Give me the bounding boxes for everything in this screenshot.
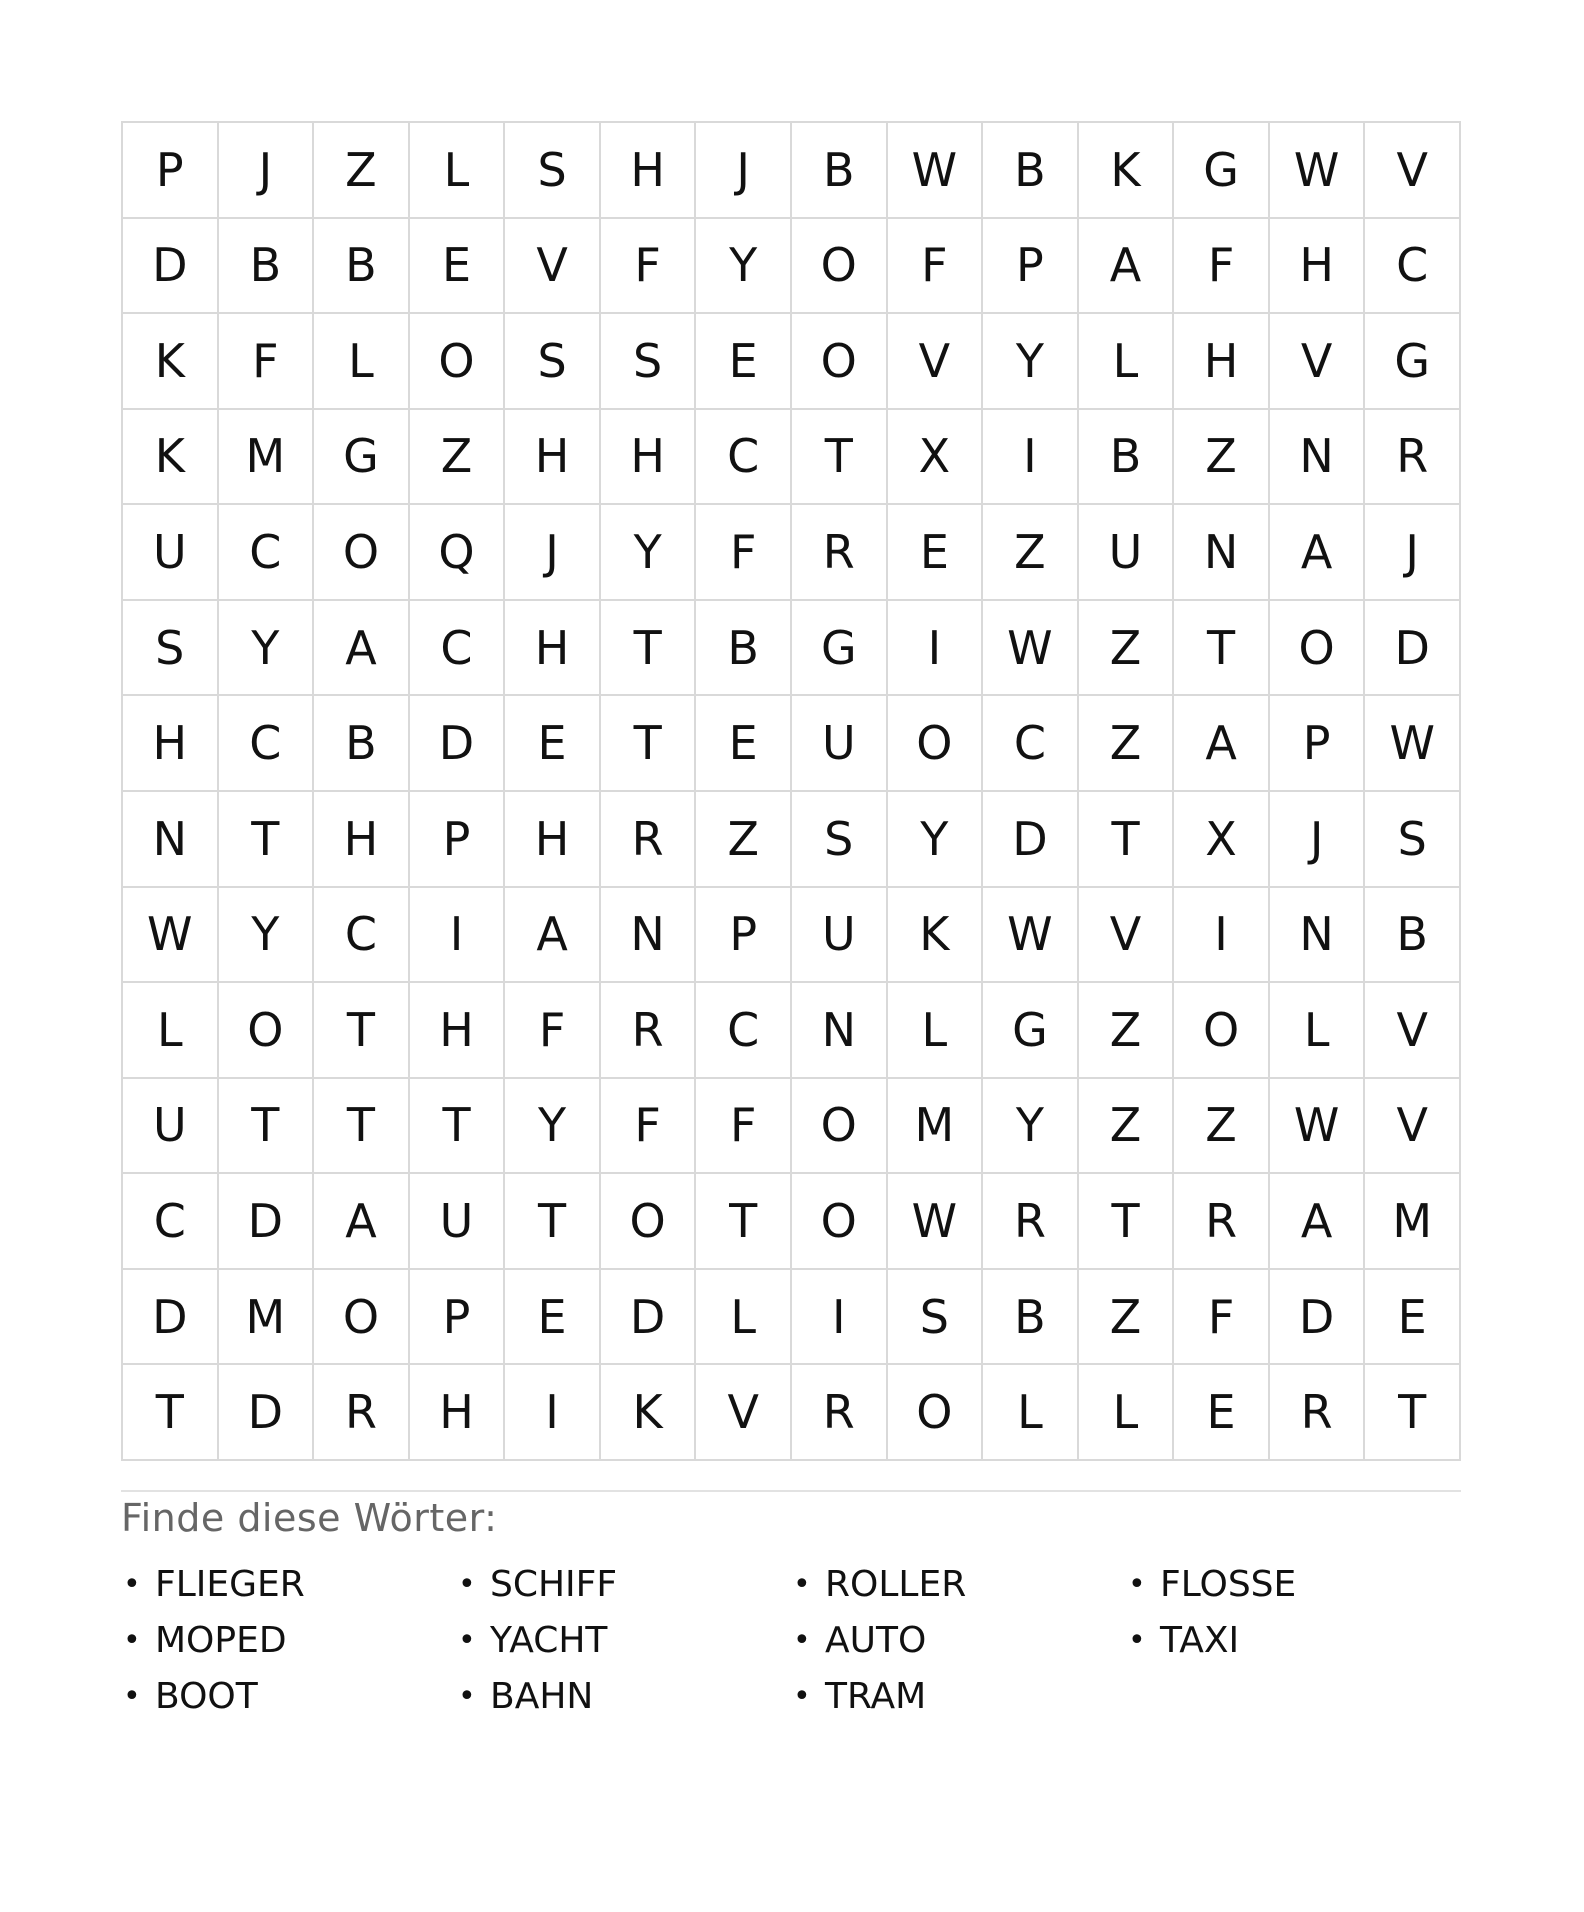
grid-cell[interactable]: L <box>410 123 506 219</box>
grid-cell[interactable]: B <box>792 123 888 219</box>
grid-cell[interactable]: N <box>1270 410 1366 506</box>
grid-cell[interactable]: U <box>792 888 888 984</box>
word-list-item <box>1126 1556 1461 1612</box>
grid-cell[interactable]: S <box>792 792 888 888</box>
grid-cell[interactable]: B <box>1079 410 1175 506</box>
grid-cell[interactable]: I <box>888 601 984 697</box>
bullet-icon: • <box>123 1678 141 1714</box>
grid-cell[interactable]: W <box>888 1174 984 1270</box>
grid-cell[interactable]: Y <box>983 314 1079 410</box>
word-list-item <box>1126 1612 1461 1668</box>
grid-cell[interactable]: Z <box>1079 983 1175 1079</box>
grid-cell[interactable]: V <box>1365 123 1461 219</box>
grid-cell[interactable]: Y <box>696 219 792 315</box>
grid-cell[interactable]: M <box>1365 1174 1461 1270</box>
grid-cell[interactable]: V <box>1365 1079 1461 1175</box>
grid-cell[interactable]: V <box>1079 888 1175 984</box>
grid-cell[interactable]: E <box>888 505 984 601</box>
grid-cell[interactable]: A <box>1270 1174 1366 1270</box>
word-label: TRAM <box>825 1675 927 1717</box>
grid-cell[interactable]: P <box>410 792 506 888</box>
grid-cell[interactable]: G <box>1365 314 1461 410</box>
grid-cell[interactable]: J <box>505 505 601 601</box>
bullet-icon: • <box>1128 1622 1146 1658</box>
grid-cell[interactable]: O <box>888 1365 984 1461</box>
grid-cell[interactable]: Z <box>1079 1079 1175 1175</box>
grid-cell[interactable]: T <box>219 1079 315 1175</box>
grid-cell[interactable]: E <box>1365 1270 1461 1366</box>
grid-cell[interactable]: N <box>792 983 888 1079</box>
grid-cell[interactable]: A <box>314 601 410 697</box>
grid-cell[interactable]: W <box>888 123 984 219</box>
grid-cell[interactable]: I <box>1174 888 1270 984</box>
grid-cell[interactable]: R <box>601 792 697 888</box>
grid-cell[interactable]: O <box>314 505 410 601</box>
grid-cell[interactable]: V <box>888 314 984 410</box>
grid-cell[interactable]: Z <box>1079 601 1175 697</box>
grid-cell[interactable]: F <box>1174 1270 1270 1366</box>
grid-cell[interactable]: H <box>410 983 506 1079</box>
grid-cell[interactable]: T <box>792 410 888 506</box>
word-label: ROLLER <box>825 1563 967 1605</box>
grid-cell[interactable]: B <box>983 123 1079 219</box>
grid-cell[interactable]: H <box>410 1365 506 1461</box>
bullet-icon: • <box>793 1566 811 1602</box>
grid-cell[interactable]: H <box>1270 219 1366 315</box>
word-label: MOPED <box>155 1619 287 1661</box>
grid-cell[interactable]: V <box>1365 983 1461 1079</box>
grid-cell[interactable]: W <box>1365 696 1461 792</box>
grid-cell[interactable]: T <box>601 696 697 792</box>
grid-cell[interactable]: B <box>983 1270 1079 1366</box>
grid-cell[interactable]: F <box>601 1079 697 1175</box>
grid-cell[interactable]: Y <box>505 1079 601 1175</box>
grid-cell[interactable]: O <box>888 696 984 792</box>
grid-cell[interactable]: T <box>1365 1365 1461 1461</box>
grid-cell[interactable]: P <box>696 888 792 984</box>
grid-cell[interactable]: J <box>1365 505 1461 601</box>
word-label: FLIEGER <box>155 1563 305 1605</box>
grid-cell[interactable]: E <box>696 314 792 410</box>
grid-cell[interactable]: S <box>1365 792 1461 888</box>
grid-cell[interactable]: B <box>314 219 410 315</box>
grid-cell[interactable]: V <box>696 1365 792 1461</box>
grid-cell[interactable]: H <box>505 792 601 888</box>
grid-cell[interactable]: O <box>410 314 506 410</box>
grid-cell[interactable]: I <box>410 888 506 984</box>
grid-cell[interactable]: W <box>983 888 1079 984</box>
grid-cell[interactable]: A <box>1174 696 1270 792</box>
grid-cell[interactable]: C <box>1365 219 1461 315</box>
grid-cell[interactable]: L <box>888 983 984 1079</box>
grid-cell[interactable]: C <box>314 888 410 984</box>
grid-cell[interactable]: C <box>219 505 315 601</box>
grid-cell[interactable]: D <box>1270 1270 1366 1366</box>
grid-cell[interactable]: U <box>123 1079 219 1175</box>
grid-cell[interactable]: O <box>1174 983 1270 1079</box>
grid-cell[interactable]: S <box>888 1270 984 1366</box>
grid-cell[interactable]: B <box>696 601 792 697</box>
grid-cell[interactable]: D <box>1365 601 1461 697</box>
grid-cell[interactable]: T <box>410 1079 506 1175</box>
grid-cell[interactable]: D <box>983 792 1079 888</box>
grid-cell[interactable]: C <box>696 410 792 506</box>
grid-cell[interactable]: Y <box>601 505 697 601</box>
bullet-icon: • <box>793 1678 811 1714</box>
grid-cell[interactable]: L <box>696 1270 792 1366</box>
grid-cell[interactable]: O <box>792 1079 888 1175</box>
grid-cell[interactable]: E <box>505 1270 601 1366</box>
word-list-item <box>791 1668 1126 1724</box>
grid-cell[interactable]: Z <box>696 792 792 888</box>
grid-cell[interactable]: S <box>505 123 601 219</box>
grid-cell[interactable]: J <box>219 123 315 219</box>
grid-cell[interactable]: N <box>601 888 697 984</box>
grid-cell[interactable]: T <box>123 1365 219 1461</box>
grid-cell[interactable]: F <box>696 505 792 601</box>
grid-cell[interactable]: Z <box>983 505 1079 601</box>
bullet-icon: • <box>458 1566 476 1602</box>
grid-cell[interactable]: U <box>410 1174 506 1270</box>
grid-cell[interactable]: H <box>601 123 697 219</box>
bullet-icon: • <box>793 1622 811 1658</box>
grid-cell[interactable]: H <box>314 792 410 888</box>
grid-cell[interactable]: C <box>219 696 315 792</box>
grid-cell[interactable]: L <box>983 1365 1079 1461</box>
grid-cell[interactable]: T <box>219 792 315 888</box>
grid-cell[interactable]: E <box>505 696 601 792</box>
word-label: SCHIFF <box>490 1563 618 1605</box>
grid-cell[interactable]: T <box>1174 601 1270 697</box>
grid-cell[interactable]: H <box>601 410 697 506</box>
word-list-item <box>121 1556 456 1612</box>
grid-cell[interactable]: R <box>792 1365 888 1461</box>
wordlist-heading: Finde diese Wörter: <box>121 1496 498 1540</box>
grid-cell[interactable]: C <box>123 1174 219 1270</box>
word-list-item <box>791 1556 1126 1612</box>
grid-cell[interactable]: Z <box>1174 1079 1270 1175</box>
grid-cell[interactable]: O <box>1270 601 1366 697</box>
grid-cell[interactable]: S <box>123 601 219 697</box>
grid-cell[interactable]: C <box>983 696 1079 792</box>
grid-cell[interactable]: N <box>1270 888 1366 984</box>
grid-cell[interactable]: W <box>123 888 219 984</box>
grid-cell[interactable]: O <box>792 219 888 315</box>
grid-cell[interactable]: Y <box>219 888 315 984</box>
grid-cell[interactable]: A <box>314 1174 410 1270</box>
grid-cell[interactable]: O <box>792 1174 888 1270</box>
grid-cell[interactable]: Z <box>1174 410 1270 506</box>
grid-cell[interactable]: L <box>1079 1365 1175 1461</box>
grid-cell[interactable]: F <box>505 983 601 1079</box>
word-label: BAHN <box>490 1675 594 1717</box>
bullet-icon: • <box>123 1622 141 1658</box>
grid-cell[interactable]: R <box>792 505 888 601</box>
grid-cell[interactable]: R <box>601 983 697 1079</box>
grid-cell[interactable]: R <box>1270 1365 1366 1461</box>
grid-cell[interactable]: Z <box>1079 696 1175 792</box>
grid-cell[interactable]: L <box>1079 314 1175 410</box>
grid-cell[interactable]: R <box>314 1365 410 1461</box>
grid-cell[interactable]: N <box>1174 505 1270 601</box>
grid-cell[interactable]: P <box>123 123 219 219</box>
grid-cell[interactable]: X <box>888 410 984 506</box>
grid-cell[interactable]: K <box>1079 123 1175 219</box>
grid-cell[interactable]: O <box>792 314 888 410</box>
grid-cell[interactable]: Z <box>410 410 506 506</box>
grid-cell[interactable]: R <box>1365 410 1461 506</box>
word-list-item <box>456 1556 791 1612</box>
grid-cell[interactable]: M <box>219 410 315 506</box>
word-list-item <box>456 1668 791 1724</box>
grid-cell[interactable]: T <box>601 601 697 697</box>
grid-cell[interactable]: G <box>1174 123 1270 219</box>
grid-cell[interactable]: L <box>123 983 219 1079</box>
bullet-icon: • <box>123 1566 141 1602</box>
grid-cell[interactable]: D <box>410 696 506 792</box>
grid-cell[interactable]: F <box>696 1079 792 1175</box>
grid-cell[interactable]: N <box>123 792 219 888</box>
grid-cell[interactable]: D <box>123 219 219 315</box>
grid-cell[interactable]: T <box>696 1174 792 1270</box>
grid-cell[interactable]: A <box>1079 219 1175 315</box>
grid-cell[interactable]: F <box>1174 219 1270 315</box>
grid-cell[interactable]: A <box>505 888 601 984</box>
grid-cell[interactable]: M <box>219 1270 315 1366</box>
grid-cell[interactable]: C <box>696 983 792 1079</box>
word-list-item <box>456 1612 791 1668</box>
grid-cell[interactable]: F <box>601 219 697 315</box>
grid-cell[interactable]: G <box>792 601 888 697</box>
grid-cell[interactable]: Z <box>314 123 410 219</box>
grid-cell[interactable]: I <box>983 410 1079 506</box>
grid-cell[interactable]: U <box>1079 505 1175 601</box>
grid-cell[interactable]: F <box>888 219 984 315</box>
grid-cell[interactable]: D <box>601 1270 697 1366</box>
grid-cell[interactable]: Y <box>983 1079 1079 1175</box>
grid-cell[interactable]: J <box>696 123 792 219</box>
grid-cell[interactable]: M <box>888 1079 984 1175</box>
grid-cell[interactable]: U <box>792 696 888 792</box>
grid-cell[interactable]: O <box>219 983 315 1079</box>
grid-cell[interactable]: D <box>219 1174 315 1270</box>
grid-cell[interactable]: J <box>1270 792 1366 888</box>
grid-cell[interactable]: P <box>983 219 1079 315</box>
grid-cell[interactable]: Y <box>219 601 315 697</box>
grid-cell[interactable]: Q <box>410 505 506 601</box>
grid-cell[interactable]: V <box>1270 314 1366 410</box>
grid-cell[interactable]: G <box>314 410 410 506</box>
grid-cell[interactable]: U <box>123 505 219 601</box>
word-label: YACHT <box>490 1619 608 1661</box>
grid-cell[interactable]: H <box>123 696 219 792</box>
grid-cell[interactable]: T <box>314 1079 410 1175</box>
grid-cell[interactable]: E <box>1174 1365 1270 1461</box>
grid-cell[interactable]: P <box>410 1270 506 1366</box>
grid-cell[interactable]: O <box>601 1174 697 1270</box>
word-label: BOOT <box>155 1675 258 1717</box>
grid-cell[interactable]: R <box>1174 1174 1270 1270</box>
grid-cell[interactable]: K <box>123 314 219 410</box>
grid-cell[interactable]: B <box>314 696 410 792</box>
word-label: TAXI <box>1160 1619 1240 1661</box>
grid-cell[interactable]: L <box>314 314 410 410</box>
grid-cell[interactable]: O <box>314 1270 410 1366</box>
grid-cell[interactable]: P <box>1270 696 1366 792</box>
grid-cell[interactable]: W <box>1270 123 1366 219</box>
grid-cell[interactable]: I <box>505 1365 601 1461</box>
grid-cell[interactable]: X <box>1174 792 1270 888</box>
grid-cell[interactable]: W <box>1270 1079 1366 1175</box>
bullet-icon: • <box>458 1678 476 1714</box>
grid-cell[interactable]: Y <box>888 792 984 888</box>
grid-cell[interactable]: H <box>505 601 601 697</box>
grid-cell[interactable]: E <box>410 219 506 315</box>
word-search-grid <box>121 121 1461 1461</box>
grid-cell[interactable]: A <box>1270 505 1366 601</box>
bullet-icon: • <box>458 1622 476 1658</box>
grid-cell[interactable]: B <box>219 219 315 315</box>
divider <box>121 1490 1461 1492</box>
grid-cell[interactable]: H <box>1174 314 1270 410</box>
grid-cell[interactable]: S <box>505 314 601 410</box>
grid-cell[interactable]: V <box>505 219 601 315</box>
grid-cell[interactable]: T <box>1079 1174 1175 1270</box>
grid-cell[interactable]: K <box>601 1365 697 1461</box>
grid-cell[interactable]: K <box>888 888 984 984</box>
word-list-item <box>121 1612 456 1668</box>
grid-cell[interactable]: C <box>410 601 506 697</box>
grid-cell[interactable]: I <box>792 1270 888 1366</box>
grid-cell[interactable]: R <box>983 1174 1079 1270</box>
word-label: AUTO <box>825 1619 927 1661</box>
grid-cell[interactable]: K <box>123 410 219 506</box>
word-list <box>121 1556 1461 1724</box>
grid-cell[interactable]: D <box>219 1365 315 1461</box>
grid-cell[interactable]: B <box>1365 888 1461 984</box>
word-list-item <box>121 1668 456 1724</box>
word-list-item <box>791 1612 1126 1668</box>
grid-cell[interactable]: Z <box>1079 1270 1175 1366</box>
grid-cell[interactable]: T <box>314 983 410 1079</box>
grid-cell[interactable]: S <box>601 314 697 410</box>
grid-cell[interactable]: D <box>123 1270 219 1366</box>
grid-cell[interactable]: W <box>983 601 1079 697</box>
grid-cell[interactable]: E <box>696 696 792 792</box>
bullet-icon: • <box>1128 1566 1146 1602</box>
grid-cell[interactable]: T <box>1079 792 1175 888</box>
grid-cell[interactable]: F <box>219 314 315 410</box>
grid-cell[interactable]: G <box>983 983 1079 1079</box>
word-label: FLOSSE <box>1160 1563 1297 1605</box>
grid-cell[interactable]: L <box>1270 983 1366 1079</box>
grid-cell[interactable]: H <box>505 410 601 506</box>
grid-cell[interactable]: T <box>505 1174 601 1270</box>
